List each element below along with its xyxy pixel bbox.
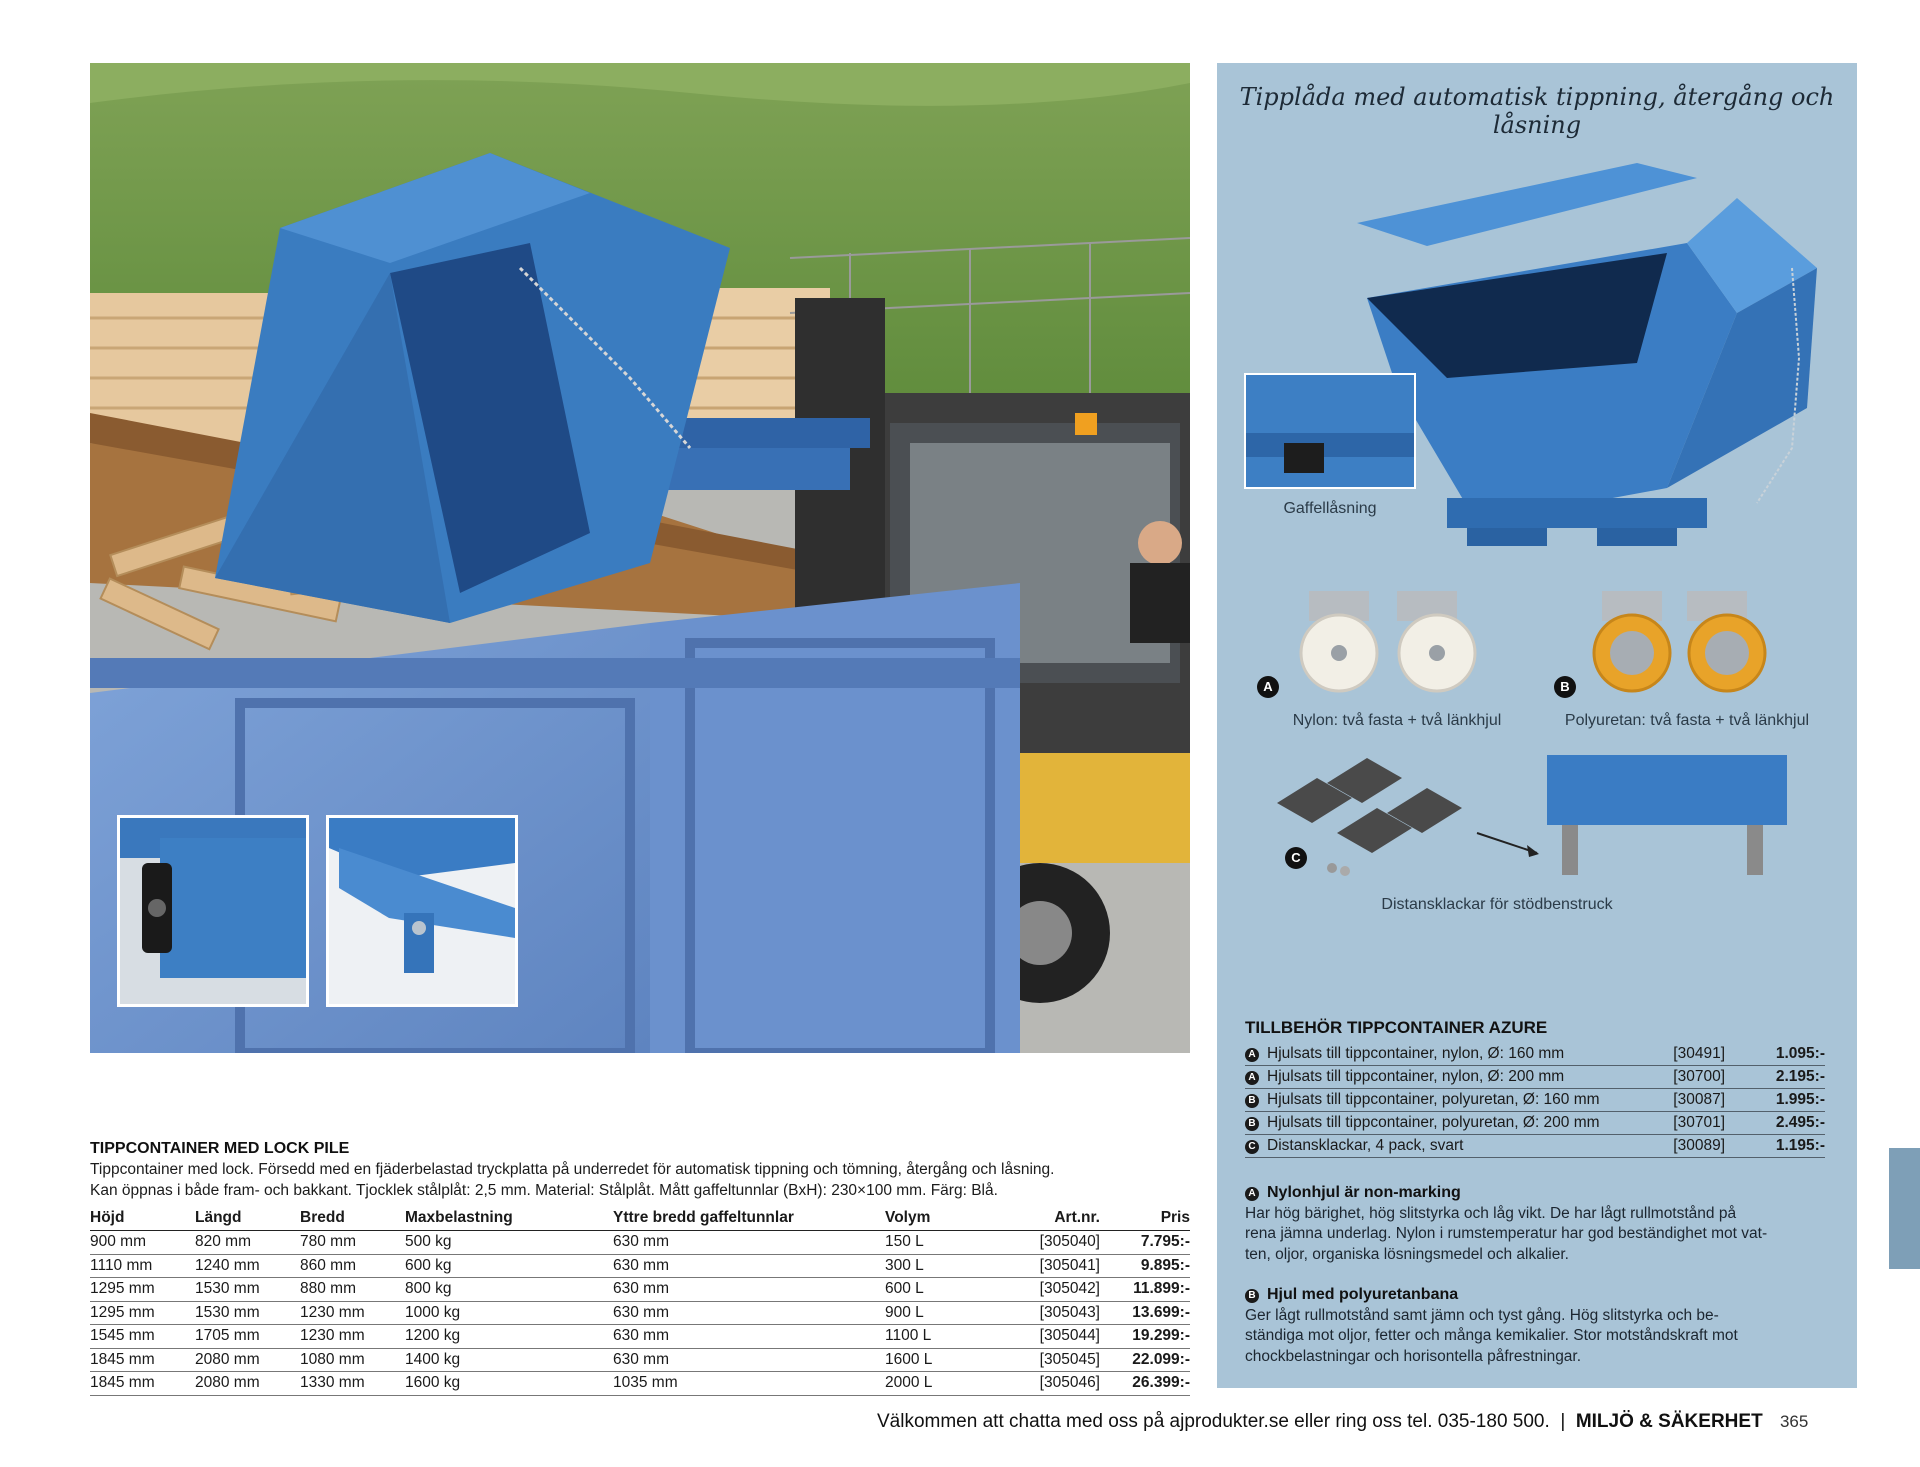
nylon-note-line: rena jämna underlag. Nylon i rumstemperatur har god beständighet mot vat-: [1245, 1225, 1768, 1242]
cell-price: 22.099:-: [1100, 1348, 1190, 1372]
accessory-name: Hjulsats till tippcontainer, nylon, Ø: 200 mm: [1267, 1068, 1565, 1085]
cell-width: 1230 mm: [300, 1325, 405, 1349]
accessories-table: [1245, 1043, 1825, 1158]
cell-height: 1295 mm: [90, 1278, 195, 1302]
cell-art-nr: [305042]: [995, 1278, 1100, 1302]
product-title: TIPPCONTAINER MED LOCK PILE: [90, 1140, 350, 1157]
detail-photo-hinge: [117, 815, 309, 1007]
note-badge: B: [1245, 1289, 1259, 1303]
accessory-art-nr: [30700]: [1659, 1066, 1755, 1089]
accessory-price: 2.495:-: [1755, 1112, 1825, 1135]
cell-max-load: 1600 kg: [405, 1372, 613, 1396]
accessory-price: 1.195:-: [1755, 1135, 1825, 1158]
spacer-blocks-image: [1277, 753, 1837, 883]
cell-max-load: 1200 kg: [405, 1325, 613, 1349]
table-row: [90, 1278, 1190, 1302]
cell-height: 1845 mm: [90, 1348, 195, 1372]
cell-art-nr: [305045]: [995, 1348, 1100, 1372]
cell-art-nr: [305041]: [995, 1254, 1100, 1278]
accessory-art-nr: [30701]: [1659, 1112, 1755, 1135]
accessory-name: Hjulsats till tippcontainer, nylon, Ø: 160 mm: [1267, 1045, 1565, 1062]
caption-nylon: Nylon: två fasta + två länkhjul: [1292, 712, 1502, 729]
hero-photo: [90, 63, 1190, 1053]
description-line: Kan öppnas i både fram- och bakkant. Tjocklek stålplåt: 2,5 mm. Material: Stålplåt. Mått gaffeltunnlar (BxH): 230×100 mm. Färg: Blå.: [90, 1181, 998, 1199]
cell-price: 9.895:-: [1100, 1254, 1190, 1278]
footer-section-name: MILJÖ & SÄKERHET: [1575, 1411, 1763, 1432]
accessory-name: Distansklackar, 4 pack, svart: [1267, 1137, 1464, 1154]
cell-volume: 900 L: [885, 1301, 995, 1325]
cell-fork-width: 1035 mm: [613, 1372, 885, 1396]
cell-price: 26.399:-: [1100, 1372, 1190, 1396]
row-badge: B: [1245, 1117, 1259, 1131]
cell-length: 820 mm: [195, 1231, 300, 1255]
nylon-note-line: ten, oljor, organiska lösningsmedel och alkalier.: [1245, 1245, 1569, 1263]
cell-length: 1240 mm: [195, 1254, 300, 1278]
cell-width: 1080 mm: [300, 1348, 405, 1372]
cell-price: 13.699:-: [1100, 1301, 1190, 1325]
col-header: Volym: [885, 1206, 995, 1231]
col-header: Yttre bredd gaffeltunnlar: [613, 1206, 885, 1231]
cell-length: 2080 mm: [195, 1372, 300, 1396]
accessory-art-nr: [30491]: [1659, 1043, 1755, 1066]
cell-volume: 300 L: [885, 1254, 995, 1278]
accessory-name: Hjulsats till tippcontainer, polyuretan, Ø: 200 mm: [1267, 1114, 1600, 1131]
row-badge: C: [1245, 1140, 1259, 1154]
cell-max-load: 1000 kg: [405, 1301, 613, 1325]
table-row: [1245, 1135, 1825, 1158]
table-row: [1245, 1112, 1825, 1135]
product-description: [90, 1160, 1190, 1201]
nylon-note: [1245, 1183, 1835, 1265]
cell-length: 2080 mm: [195, 1348, 300, 1372]
nylon-wheels-image: [1287, 583, 1517, 693]
accessory-name: Hjulsats till tippcontainer, polyuretan, Ø: 160 mm: [1267, 1091, 1600, 1108]
cell-fork-width: 630 mm: [613, 1301, 885, 1325]
cell-height: 1110 mm: [90, 1254, 195, 1278]
polyurethane-note-line: chockbelastningar och horisontella påfrestningar.: [1245, 1347, 1582, 1365]
col-header: Art.nr.: [995, 1206, 1100, 1231]
cell-fork-width: 630 mm: [613, 1325, 885, 1349]
cell-price: 7.795:-: [1100, 1231, 1190, 1255]
badge-a: A: [1257, 676, 1279, 698]
nylon-note-line: Har hög bärighet, hög slitstyrka och låg vikt. De har lågt rullmotstånd på: [1245, 1204, 1737, 1222]
page-number: 365: [1779, 1412, 1809, 1431]
cell-fork-width: 630 mm: [613, 1231, 885, 1255]
cell-width: 880 mm: [300, 1278, 405, 1302]
cell-volume: 1600 L: [885, 1348, 995, 1372]
polyurethane-wheels-image: [1572, 583, 1802, 693]
cell-width: 860 mm: [300, 1254, 405, 1278]
table-row: [1245, 1089, 1825, 1112]
detail-photo-lock: [326, 815, 518, 1007]
table-row: [1245, 1043, 1825, 1066]
polyurethane-note-line: ständiga mot oljor, fetter och många kemikalier. Stor motståndskraft mot: [1245, 1327, 1738, 1344]
polyurethane-note: [1245, 1285, 1835, 1367]
cell-max-load: 1400 kg: [405, 1348, 613, 1372]
fork-lock-image: [1244, 373, 1416, 489]
table-row: [90, 1231, 1190, 1255]
accessories-title: TILLBEHÖR TIPPCONTAINER AZURE: [1245, 1018, 1548, 1037]
cell-fork-width: 630 mm: [613, 1348, 885, 1372]
panel-title: Tipplåda med automatisk tippning, återgång och låsning: [1239, 83, 1835, 139]
accessory-price: 2.195:-: [1755, 1066, 1825, 1089]
accessory-panel: [1217, 63, 1857, 1388]
row-badge: A: [1245, 1048, 1259, 1062]
section-side-tab: [1889, 1148, 1920, 1269]
col-header: Bredd: [300, 1206, 405, 1231]
badge-b: B: [1554, 676, 1576, 698]
accessory-price: 1.995:-: [1755, 1089, 1825, 1112]
cell-height: 1545 mm: [90, 1325, 195, 1349]
cell-art-nr: [305044]: [995, 1325, 1100, 1349]
cell-price: 19.299:-: [1100, 1325, 1190, 1349]
cell-width: 780 mm: [300, 1231, 405, 1255]
tipping-container-illustration: [1337, 158, 1837, 558]
nylon-note-title: Nylonhjul är non-marking: [1267, 1184, 1461, 1201]
footer-divider: |: [1555, 1411, 1571, 1432]
table-row: [90, 1325, 1190, 1349]
cell-fork-width: 630 mm: [613, 1254, 885, 1278]
cell-art-nr: [305046]: [995, 1372, 1100, 1396]
footer-contact-text: Välkommen att chatta med oss på ajprodukter.se eller ring oss tel. 035-180 500.: [877, 1411, 1550, 1432]
cell-max-load: 600 kg: [405, 1254, 613, 1278]
accessory-price: 1.095:-: [1755, 1043, 1825, 1066]
cell-volume: 600 L: [885, 1278, 995, 1302]
cell-height: 900 mm: [90, 1231, 195, 1255]
note-badge: A: [1245, 1187, 1259, 1201]
badge-c: C: [1285, 847, 1307, 869]
table-row: [90, 1372, 1190, 1396]
polyurethane-note-line: Ger lågt rullmotstånd samt jämn och tyst gång. Hög slitstyrka och be-: [1245, 1306, 1719, 1324]
cell-fork-width: 630 mm: [613, 1278, 885, 1302]
cell-height: 1295 mm: [90, 1301, 195, 1325]
accessory-art-nr: [30087]: [1659, 1089, 1755, 1112]
polyurethane-note-title: Hjul med polyuretanbana: [1267, 1286, 1459, 1303]
cell-max-load: 500 kg: [405, 1231, 613, 1255]
row-badge: B: [1245, 1094, 1259, 1108]
col-header: Längd: [195, 1206, 300, 1231]
table-row: [90, 1254, 1190, 1278]
cell-length: 1705 mm: [195, 1325, 300, 1349]
cell-volume: 2000 L: [885, 1372, 995, 1396]
row-badge: A: [1245, 1071, 1259, 1085]
table-row: [90, 1301, 1190, 1325]
cell-volume: 150 L: [885, 1231, 995, 1255]
caption-fork-lock: Gaffellåsning: [1283, 500, 1377, 517]
cell-art-nr: [305043]: [995, 1301, 1100, 1325]
table-row: [90, 1348, 1190, 1372]
table-header-row: [90, 1206, 1190, 1231]
page-footer: [877, 1411, 1808, 1433]
description-line: Tippcontainer med lock. Försedd med en fjäderbelastad tryckplatta på underredet för automatisk tippning och tömning, återgång och låsning.: [90, 1161, 1055, 1178]
col-header: Höjd: [90, 1206, 195, 1231]
caption-spacers: Distansklackar för stödbenstruck: [1381, 896, 1613, 913]
cell-height: 1845 mm: [90, 1372, 195, 1396]
caption-polyurethane: Polyuretan: två fasta + två länkhjul: [1564, 712, 1810, 729]
table-row: [1245, 1066, 1825, 1089]
cell-width: 1230 mm: [300, 1301, 405, 1325]
cell-length: 1530 mm: [195, 1301, 300, 1325]
product-table: [90, 1206, 1190, 1396]
cell-width: 1330 mm: [300, 1372, 405, 1396]
col-header: Maxbelastning: [405, 1206, 613, 1231]
cell-length: 1530 mm: [195, 1278, 300, 1302]
accessory-art-nr: [30089]: [1659, 1135, 1755, 1158]
cell-art-nr: [305040]: [995, 1231, 1100, 1255]
cell-max-load: 800 kg: [405, 1278, 613, 1302]
cell-volume: 1100 L: [885, 1325, 995, 1349]
cell-price: 11.899:-: [1100, 1278, 1190, 1302]
col-header: Pris: [1100, 1206, 1190, 1231]
